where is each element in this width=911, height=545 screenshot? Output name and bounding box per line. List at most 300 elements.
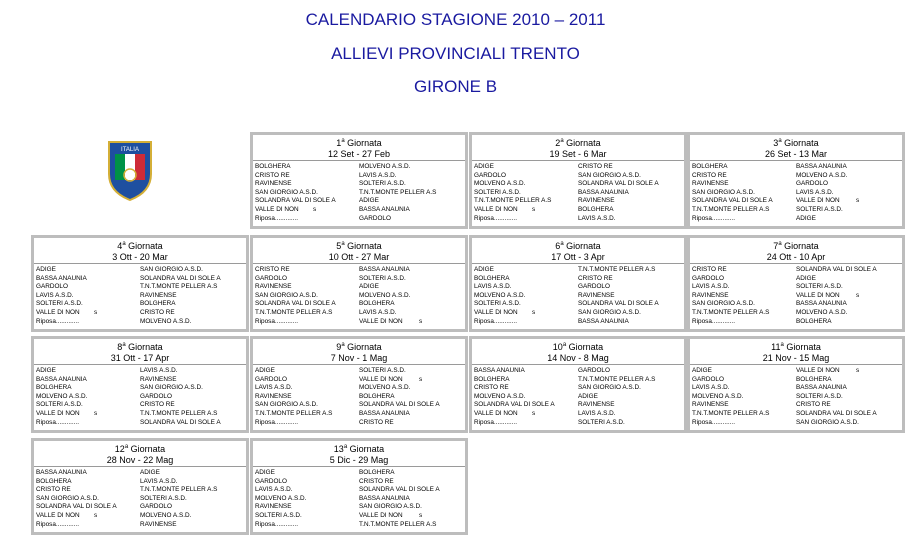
home-team: CRISTO RE — [692, 171, 727, 179]
match-list — [253, 365, 465, 427]
round-ordinal: a — [341, 241, 345, 247]
match-row — [692, 266, 902, 275]
round-card — [469, 336, 687, 433]
home-team: MOLVENO A.S.D. — [255, 494, 307, 502]
home-team: SAN GIORGIO A.S.D. — [255, 188, 318, 196]
away-team: SOLTERI A.S.D. — [359, 180, 406, 188]
away-team: LAVIS A.S.D. — [578, 214, 616, 222]
round-ordinal: a — [122, 342, 126, 348]
away-team: CRISTO RE — [796, 401, 831, 409]
round-header — [34, 441, 246, 467]
round-header — [472, 135, 684, 161]
home-team: GARDOLO — [692, 274, 724, 282]
away-team: SAN GIORGIO A.S.D. — [578, 171, 641, 179]
match-list — [253, 161, 465, 223]
home-team: ADIGE — [474, 163, 494, 170]
match-row — [255, 486, 465, 495]
away-team: SOLANDRA VAL DI SOLE A — [578, 180, 659, 188]
away-team: GARDOLO — [140, 503, 172, 511]
match-row — [255, 180, 465, 189]
home-team: SOLTERI A.S.D. — [255, 511, 302, 519]
home-team: SOLANDRA VAL DI SOLE A — [692, 197, 773, 205]
match-list — [690, 161, 902, 223]
home-team: SAN GIORGIO A.S.D. — [36, 494, 99, 502]
round-dates: 24 Ott - 10 Apr — [766, 252, 826, 262]
away-team: GARDOLO — [140, 392, 172, 400]
match-row — [255, 283, 465, 292]
match-row — [255, 367, 465, 376]
away-team: T.N.T.MONTE PELLER A.S — [140, 283, 218, 291]
away-team: VALLE DI NON — [796, 367, 840, 374]
away-team: SAN GIORGIO A.S.D. — [359, 503, 422, 511]
away-team: SOLTERI A.S.D. — [140, 494, 187, 502]
match-row — [692, 189, 902, 198]
away-team: SOLANDRA VAL DI SOLE A — [359, 486, 440, 494]
match-row — [692, 180, 902, 189]
round-label: Giornata — [784, 241, 819, 251]
away-team: LAVIS A.S.D. — [796, 188, 834, 196]
round-header — [253, 441, 465, 467]
home-team: RAVINENSE — [255, 392, 292, 400]
match-row — [36, 384, 246, 393]
round-label: Giornata — [347, 342, 382, 352]
home-team: LAVIS A.S.D. — [36, 291, 74, 299]
home-team: LAVIS A.S.D. — [255, 486, 293, 494]
away-team: MOLVENO A.S.D. — [796, 171, 848, 179]
crest-text: ITALIA — [121, 147, 139, 153]
match-row — [474, 197, 684, 206]
match-row — [474, 401, 684, 410]
round-title — [472, 136, 684, 149]
round-title — [34, 442, 246, 455]
round-title — [690, 239, 902, 252]
match-row — [474, 206, 684, 215]
home-team: CRISTO RE — [255, 266, 290, 273]
match-row — [692, 419, 902, 428]
away-team: SAN GIORGIO A.S.D. — [140, 266, 203, 273]
match-row — [474, 292, 684, 301]
round-dates: 14 Nov - 8 Mag — [547, 353, 609, 363]
round-title — [34, 239, 246, 252]
round-number: 2 — [555, 138, 561, 148]
away-team: SOLTERI A.S.D. — [796, 205, 843, 213]
round-header — [253, 238, 465, 264]
home-team: BOLGHERA — [692, 163, 728, 170]
match-row — [255, 266, 465, 275]
match-row — [692, 215, 902, 224]
home-team: GARDOLO — [36, 283, 68, 291]
round-dates: 31 Ott - 17 Apr — [110, 353, 170, 363]
away-team-suffix: s — [856, 367, 860, 374]
home-team: GARDOLO — [255, 375, 287, 383]
round-dates: 7 Nov - 1 Mag — [330, 353, 388, 363]
away-team: MOLVENO A.S.D. — [359, 291, 411, 299]
away-team: MOLVENO A.S.D. — [140, 317, 192, 325]
match-row — [36, 469, 246, 478]
away-team: ADIGE — [796, 274, 816, 282]
away-team-suffix: s — [856, 291, 860, 299]
home-team: ADIGE — [36, 266, 56, 273]
round-card — [469, 132, 687, 229]
match-row — [36, 486, 246, 495]
match-row — [474, 376, 684, 385]
home-team-suffix: s — [94, 511, 98, 519]
round-ordinal: a — [780, 342, 784, 348]
away-team: LAVIS A.S.D. — [140, 477, 178, 485]
match-row — [692, 300, 902, 309]
match-row — [255, 275, 465, 284]
away-team: T.N.T.MONTE PELLER A.S — [140, 409, 218, 417]
match-row — [692, 401, 902, 410]
home-team: CRISTO RE — [692, 266, 727, 273]
away-team: GARDOLO — [796, 180, 828, 188]
home-team: T.N.T.MONTE PELLER A.S — [692, 409, 770, 417]
match-row — [474, 384, 684, 393]
match-row — [692, 367, 902, 376]
round-header — [472, 238, 684, 264]
home-team: SOLANDRA VAL DI SOLE A — [255, 300, 336, 308]
away-team: RAVINENSE — [140, 375, 177, 383]
away-team-suffix: s — [419, 375, 423, 383]
match-row — [692, 309, 902, 318]
away-team: T.N.T.MONTE PELLER A.S — [359, 188, 437, 196]
away-team: SOLTERI A.S.D. — [578, 418, 625, 426]
match-row — [474, 180, 684, 189]
home-team-suffix: s — [313, 205, 317, 213]
match-row — [255, 206, 465, 215]
match-row — [36, 410, 246, 419]
round-label: Giornata — [128, 241, 163, 251]
home-team: SAN GIORGIO A.S.D. — [255, 401, 318, 409]
round-header — [472, 339, 684, 365]
away-team: BOLGHERA — [796, 375, 832, 383]
match-row — [255, 478, 465, 487]
match-row — [255, 384, 465, 393]
match-list — [472, 365, 684, 427]
round-number: 3 — [773, 138, 779, 148]
home-team: Riposa............. — [255, 317, 298, 325]
home-team: VALLE DI NON — [255, 205, 299, 213]
away-team-suffix: s — [419, 317, 423, 325]
home-team: GARDOLO — [255, 274, 287, 282]
away-team: T.N.T.MONTE PELLER A.S — [359, 520, 437, 528]
home-team: SOLANDRA VAL DI SOLE A — [255, 197, 336, 205]
home-team: VALLE DI NON — [36, 409, 80, 417]
home-team: Riposa............. — [474, 418, 517, 426]
home-team: Riposa............. — [36, 418, 79, 426]
match-row — [474, 215, 684, 224]
match-row — [692, 410, 902, 419]
round-label: Giornata — [568, 342, 604, 352]
away-team: LAVIS A.S.D. — [578, 409, 616, 417]
round-title — [34, 340, 246, 353]
away-team: BOLGHERA — [578, 205, 614, 213]
round-title — [690, 340, 902, 353]
round-number: 7 — [773, 241, 779, 251]
away-team: VALLE DI NON — [359, 511, 403, 519]
match-row — [255, 163, 465, 172]
round-number: 5 — [336, 241, 342, 251]
home-team: VALLE DI NON — [36, 308, 80, 316]
away-team: MOLVENO A.S.D. — [359, 384, 411, 392]
home-team: Riposa............. — [36, 317, 79, 325]
match-row — [255, 318, 465, 327]
match-row — [474, 410, 684, 419]
match-row — [474, 300, 684, 309]
home-team: T.N.T.MONTE PELLER A.S — [474, 197, 552, 205]
away-team: MOLVENO A.S.D. — [140, 511, 192, 519]
match-row — [474, 163, 684, 172]
round-title — [690, 136, 902, 149]
home-team-suffix: s — [532, 409, 536, 417]
round-number: 8 — [117, 342, 123, 352]
home-team: SOLTERI A.S.D. — [36, 300, 83, 308]
away-team: BASSA ANAUNIA — [578, 317, 629, 325]
match-row — [255, 393, 465, 402]
match-list — [690, 264, 902, 326]
away-team: MOLVENO A.S.D. — [359, 163, 411, 170]
round-label: Giornata — [347, 138, 382, 148]
match-list — [253, 264, 465, 326]
match-row — [255, 503, 465, 512]
away-team: LAVIS A.S.D. — [140, 367, 178, 374]
match-row — [36, 292, 246, 301]
away-team: ADIGE — [359, 197, 379, 205]
round-card — [31, 336, 249, 433]
match-row — [474, 172, 684, 181]
away-team: GARDOLO — [578, 283, 610, 291]
match-row — [474, 189, 684, 198]
home-team: CRISTO RE — [255, 171, 290, 179]
match-row — [255, 300, 465, 309]
match-row — [255, 512, 465, 521]
home-team: BASSA ANAUNIA — [36, 274, 87, 282]
match-row — [36, 419, 246, 428]
round-card — [250, 336, 468, 433]
home-team: VALLE DI NON — [36, 511, 80, 519]
home-team: VALLE DI NON — [474, 205, 518, 213]
away-team: SOLANDRA VAL DI SOLE A — [796, 409, 877, 417]
round-dates: 5 Dic - 29 Mag — [329, 455, 389, 465]
home-team: ADIGE — [255, 367, 275, 374]
home-team: ADIGE — [36, 367, 56, 374]
home-team: RAVINENSE — [255, 180, 292, 188]
match-row — [692, 197, 902, 206]
away-team: SOLTERI A.S.D. — [359, 367, 406, 374]
home-team: BASSA ANAUNIA — [474, 367, 525, 374]
match-row — [36, 495, 246, 504]
match-row — [474, 419, 684, 428]
round-card — [250, 132, 468, 229]
away-team: T.N.T.MONTE PELLER A.S — [578, 375, 656, 383]
home-team: RAVINENSE — [692, 291, 729, 299]
home-team: MOLVENO A.S.D. — [474, 392, 526, 400]
away-team: LAVIS A.S.D. — [359, 308, 397, 316]
match-row — [36, 503, 246, 512]
round-dates: 17 Ott - 3 Apr — [551, 252, 605, 262]
away-team: SOLTERI A.S.D. — [796, 283, 843, 291]
home-team: BOLGHERA — [255, 163, 291, 170]
round-ordinal: a — [562, 342, 567, 348]
away-team: VALLE DI NON — [796, 197, 840, 205]
round-number: 9 — [336, 342, 342, 352]
match-row — [36, 367, 246, 376]
match-row — [474, 275, 684, 284]
away-team-suffix: s — [419, 511, 423, 519]
away-team: BOLGHERA — [359, 392, 395, 400]
home-team: RAVINENSE — [692, 401, 729, 409]
round-number: 11 — [771, 342, 781, 352]
away-team: BASSA ANAUNIA — [359, 266, 410, 273]
home-team: BOLGHERA — [474, 375, 510, 383]
round-title — [472, 340, 684, 353]
match-row — [36, 275, 246, 284]
home-team-suffix: s — [94, 409, 98, 417]
match-row — [692, 318, 902, 327]
match-row — [474, 283, 684, 292]
away-team: BASSA ANAUNIA — [796, 384, 847, 392]
title-category: ALLIEVI PROVINCIALI TRENTO — [331, 44, 580, 63]
match-list — [472, 161, 684, 223]
round-dates: 26 Set - 13 Mar — [764, 149, 828, 159]
match-row — [692, 163, 902, 172]
away-team: CRISTO RE — [140, 308, 175, 316]
round-ordinal: a — [560, 138, 564, 144]
round-dates: 19 Set - 6 Mar — [549, 149, 607, 159]
match-row — [36, 393, 246, 402]
home-team: SOLANDRA VAL DI SOLE A — [36, 503, 117, 511]
away-team: ADIGE — [140, 469, 160, 476]
away-team: CRISTO RE — [578, 163, 613, 170]
round-card — [31, 235, 249, 332]
home-team: Riposa............. — [255, 520, 298, 528]
match-row — [692, 384, 902, 393]
home-team: LAVIS A.S.D. — [692, 283, 730, 291]
round-label: Giornata — [349, 444, 385, 454]
round-ordinal: a — [124, 444, 129, 450]
match-row — [36, 376, 246, 385]
away-team: LAVIS A.S.D. — [359, 171, 397, 179]
away-team: BASSA ANAUNIA — [359, 494, 410, 502]
home-team: Riposa............. — [36, 520, 79, 528]
away-team: ADIGE — [359, 283, 379, 291]
round-title — [253, 239, 465, 252]
away-team: BOLGHERA — [140, 300, 176, 308]
home-team: RAVINENSE — [255, 283, 292, 291]
away-team: SAN GIORGIO A.S.D. — [796, 418, 859, 426]
round-ordinal: a — [343, 444, 348, 450]
away-team: CRISTO RE — [359, 477, 394, 485]
away-team: CRISTO RE — [359, 418, 394, 426]
home-team: LAVIS A.S.D. — [255, 384, 293, 392]
home-team: MOLVENO A.S.D. — [692, 392, 744, 400]
away-team: BOLGHERA — [796, 317, 832, 325]
round-label: Giornata — [347, 241, 382, 251]
home-team: MOLVENO A.S.D. — [474, 180, 526, 188]
match-row — [255, 189, 465, 198]
match-row — [255, 401, 465, 410]
away-team: SOLANDRA VAL DI SOLE A — [578, 300, 659, 308]
match-row — [255, 469, 465, 478]
away-team: SOLANDRA VAL DI SOLE A — [359, 401, 440, 409]
away-team: RAVINENSE — [140, 291, 177, 299]
round-header — [253, 135, 465, 161]
match-row — [255, 197, 465, 206]
match-row — [36, 300, 246, 309]
away-team: SAN GIORGIO A.S.D. — [578, 308, 641, 316]
round-ordinal: a — [341, 138, 345, 144]
home-team: BOLGHERA — [474, 274, 510, 282]
round-dates: 3 Ott - 20 Mar — [112, 252, 168, 262]
match-row — [255, 292, 465, 301]
match-list — [690, 365, 902, 427]
round-label: Giornata — [786, 342, 821, 352]
home-team: GARDOLO — [474, 171, 506, 179]
round-header — [690, 238, 902, 264]
away-team: GARDOLO — [359, 214, 391, 222]
round-card — [250, 438, 468, 535]
match-row — [692, 292, 902, 301]
round-dates: 28 Nov - 22 Mag — [106, 455, 174, 465]
home-team: Riposa............. — [255, 214, 298, 222]
match-row — [36, 283, 246, 292]
home-team: BASSA ANAUNIA — [36, 469, 87, 476]
away-team: VALLE DI NON — [796, 291, 840, 299]
away-team: VALLE DI NON — [359, 375, 403, 383]
round-header — [34, 238, 246, 264]
match-list — [253, 467, 465, 529]
away-team: SAN GIORGIO A.S.D. — [578, 384, 641, 392]
match-row — [255, 172, 465, 181]
away-team: MOLVENO A.S.D. — [796, 308, 848, 316]
home-team-suffix: s — [532, 205, 536, 213]
round-number: 1 — [336, 138, 342, 148]
match-row — [36, 478, 246, 487]
round-dates: 10 Ott - 27 Mar — [328, 252, 390, 262]
round-header — [690, 339, 902, 365]
match-row — [255, 419, 465, 428]
match-row — [255, 495, 465, 504]
away-team: SAN GIORGIO A.S.D. — [140, 384, 203, 392]
match-list — [34, 264, 246, 326]
away-team: BASSA ANAUNIA — [796, 300, 847, 308]
round-ordinal: a — [341, 342, 345, 348]
home-team: ADIGE — [255, 469, 275, 476]
home-team: BOLGHERA — [36, 477, 72, 485]
home-team: Riposa............. — [692, 418, 735, 426]
round-dates: 21 Nov - 15 Mag — [762, 353, 830, 363]
round-title — [253, 340, 465, 353]
away-team: T.N.T.MONTE PELLER A.S — [578, 266, 656, 273]
round-label: Giornata — [128, 342, 163, 352]
match-row — [255, 410, 465, 419]
away-team-suffix: s — [856, 197, 860, 205]
round-card — [469, 235, 687, 332]
match-row — [36, 266, 246, 275]
away-team: RAVINENSE — [578, 401, 615, 409]
away-team: SOLANDRA VAL DI SOLE A — [140, 274, 221, 282]
home-team: MOLVENO A.S.D. — [474, 291, 526, 299]
round-card — [31, 438, 249, 535]
round-number: 4 — [117, 241, 123, 251]
match-row — [36, 521, 246, 530]
round-card — [687, 132, 905, 229]
home-team: T.N.T.MONTE PELLER A.S — [255, 409, 333, 417]
round-label: Giornata — [130, 444, 166, 454]
match-row — [692, 393, 902, 402]
home-team: SAN GIORGIO A.S.D. — [692, 300, 755, 308]
round-number: 13 — [333, 444, 344, 454]
